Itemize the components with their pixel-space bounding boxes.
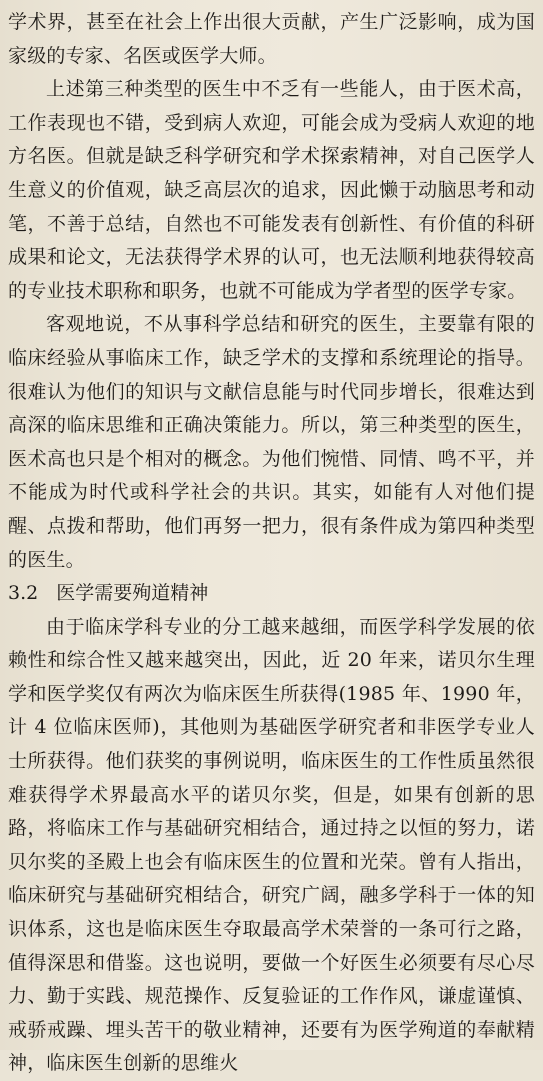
paragraph-4: 由于临床学科专业的分工越来越细，而医学科学发展的依赖性和综合性又越来越突出，因此，近 20 年来，诺贝尔生理学和医学奖仅有两次为临床医生所获得(1985 年、1990 年，计 4 位临床医师)，其他则为基础医学研究者和非医学专业人士所获得。他们获奖的事例说明，临床医生的工作性质虽然很难获得学术界最高水平的诺贝尔奖，但是，如果有创新的思路，将临床工作与基础研究相结合，通过持之以恒的努力，诺贝尔奖的圣殿上也会有临床医生的位置和光荣。曾有人指出，临床研究与基础研究相结合，研究广阔，融多学科于一体的知识体系，这也是临床医生夺取最高学术荣誉的一条可行之路，值得深思和借鉴。这也说明，要做一个好医生必须要有尽心尽力、勤于实践、规范操作、反复验证的工作作风，谦虚谨慎、戒骄戒躁、埋头苦干的敬业精神，还要有为医学殉道的奉献精神，临床医生创新的思维火	[8, 615, 535, 1075]
paragraph-1: 学术界，甚至在社会上作出很大贡献，产生广泛影响，成为国家级的专家、名医或医学大师。	[8, 11, 535, 67]
paragraph-2: 上述第三种类型的医生中不乏有一些能人，由于医术高，工作表现也不错，受到病人欢迎，可能会成为受病人欢迎的地方名医。但就是缺乏科学研究和学术探索精神，对自己医学人生意义的价值观，缺乏高层次的追求，因此懒于动脑思考和动笔，不善于总结，自然也不可能发表有创新性、有价值的科研成果和论文，无法获得学术界的认可，也无法顺利地获得较高的专业技术职称和职务，也就不可能成为学者型的医学专家。	[8, 78, 535, 302]
section-number: 3.2	[8, 582, 39, 605]
paragraph-3: 客观地说，不从事科学总结和研究的医生，主要靠有限的临床经验从事临床工作，缺乏学术的支撑和系统理论的指导。很难认为他们的知识与文献信息能与时代同步增长，很难达到高深的临床思维和正确决策能力。所以，第三种类型的医生，医术高也只是个相对的概念。为他们惋惜、同情、鸣不平，并不能成为时代或科学社会的共识。其实，如能有人对他们提醒、点拨和帮助，他们再努一把力，很有条件成为第四种类型的医生。	[8, 313, 535, 571]
section-heading	[8, 577, 535, 611]
section-title: 医学需要殉道精神	[56, 582, 209, 605]
